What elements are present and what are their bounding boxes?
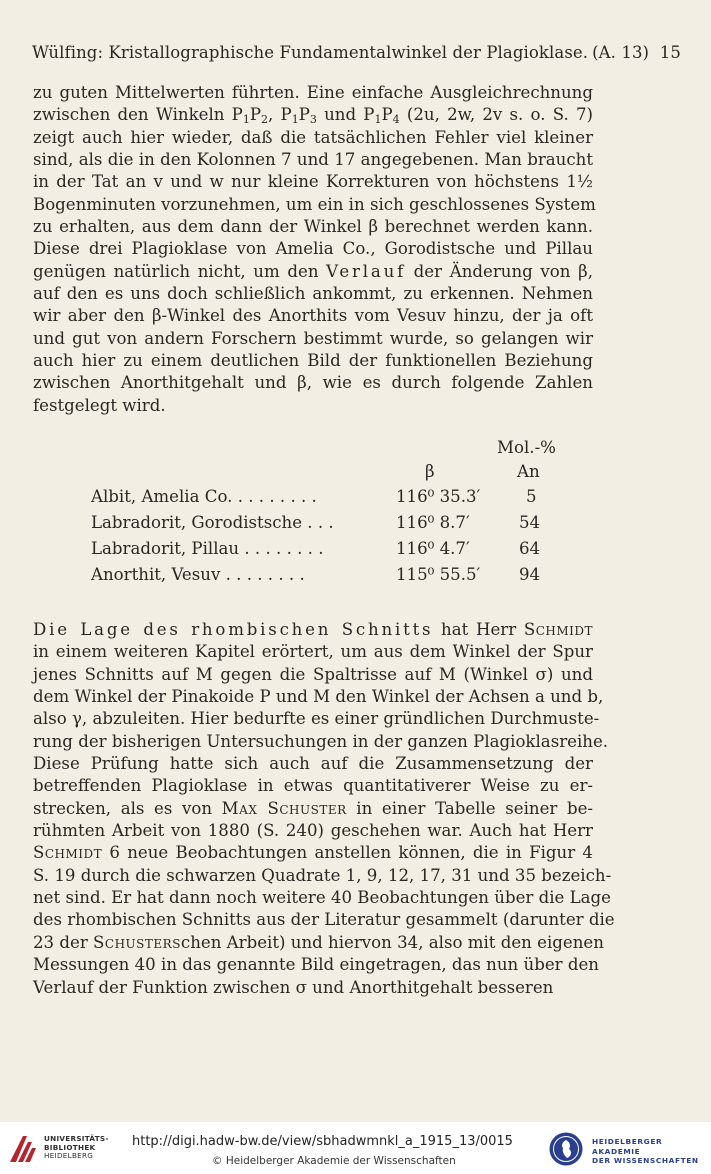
text-run: Verlauf der Funktion zwischen σ und Anorthitgehalt besseren xyxy=(33,977,554,997)
ub-line-3: HEIDELBERG xyxy=(44,1151,94,1161)
footer-bar xyxy=(0,1122,711,1174)
academy-seal-icon[interactable] xyxy=(548,1131,584,1167)
text-line xyxy=(33,798,593,820)
table-row-name: Labradorit, Pillau . . . . . . . . xyxy=(91,539,324,558)
text-line xyxy=(33,708,600,730)
table-header-an: An xyxy=(517,462,540,481)
table-row-an: 54 xyxy=(519,513,541,532)
table-row-an: 64 xyxy=(519,539,541,558)
text-run: auch hier zu einem deutlichen Bild der funktionellen Beziehung xyxy=(33,351,593,371)
table-row-beta: 116⁰ 4.7′ xyxy=(396,539,470,558)
text-run: dem Winkel der Pinakoide P und M den Winkel der Achsen a und b, xyxy=(33,687,604,707)
text-run: 6 neue Beobachtungen anstellen können, die in Figur 4 xyxy=(102,843,593,863)
subscript: 4 xyxy=(392,113,400,127)
text-run: genügen natürlich nicht, um den xyxy=(33,261,327,281)
subscript: 3 xyxy=(309,113,317,127)
text-run: 23 der xyxy=(33,932,94,952)
spaced-emphasis: Verlauf xyxy=(326,261,407,281)
table-row-name: Labradorit, Gorodistsche . . . xyxy=(91,513,334,532)
text-run: jenes Schnitts auf M gegen die Spaltrisse auf M (Winkel σ) und xyxy=(33,664,593,684)
text-line xyxy=(33,686,604,708)
text-run: der Änderung von β, xyxy=(406,261,593,281)
small-caps-name: Schusters xyxy=(93,932,181,952)
text-line xyxy=(33,977,593,999)
table-row-beta: 116⁰ 35.3′ xyxy=(396,487,481,506)
copyright-notice: © Heidelberger Akademie der Wissenschaften xyxy=(212,1155,456,1167)
text-line xyxy=(33,932,604,954)
ub-line-1: UNIVERSITÄTS- xyxy=(44,1134,109,1143)
table-row-an: 94 xyxy=(519,565,541,584)
university-library-name xyxy=(44,1135,109,1161)
text-run: Messungen 40 in das genannte Bild eingetragen, das nun über den xyxy=(33,955,599,975)
text-run: auf den es uns doch schließlich ankommt, zu erkennen. Nehmen xyxy=(33,284,593,304)
text-run: betreffenden Plagioklase in etwas quantitativerer Weise zu er- xyxy=(33,776,593,796)
subscript: 2 xyxy=(261,113,269,127)
table-header-beta: β xyxy=(425,462,435,481)
text-run: in einer Tabelle seiner be- xyxy=(346,798,593,818)
text-run: chen Arbeit) und hiervon 34, also mit den eigenen xyxy=(180,932,604,952)
text-run: zu erhalten, aus dem dann der Winkel β berechnet werden kann. xyxy=(33,217,593,237)
paragraph-2 xyxy=(33,619,615,999)
small-caps-name: Schmidt xyxy=(523,620,593,639)
text-line xyxy=(33,954,599,976)
permalink-url[interactable]: http://digi.hadw-bw.de/view/sbhadwmnkl_a_1915_13/0015 xyxy=(132,1134,513,1149)
academy-name xyxy=(592,1137,711,1166)
text-run: und P xyxy=(316,105,375,125)
text-line xyxy=(33,887,611,909)
table-row-an: 5 xyxy=(526,487,537,506)
ub-line-2: BIBLIOTHEK xyxy=(44,1142,96,1152)
text-run: des rhombischen Schnitts aus der Literatur gesammelt (darunter die xyxy=(33,910,615,930)
text-line xyxy=(33,909,615,931)
running-title: Wülfing: Kristallographische Fundamentalwinkel der Plagioklase. xyxy=(32,43,589,62)
text-run: P xyxy=(298,105,310,125)
text-run: , P xyxy=(268,105,292,125)
small-caps-name: Schmidt xyxy=(33,843,103,863)
text-run: festgelegt wird. xyxy=(33,395,166,415)
table-row-name: Anorthit, Vesuv . . . . . . . . xyxy=(91,565,305,584)
table-row-beta: 115⁰ 55.5′ xyxy=(396,565,481,584)
text-line xyxy=(33,641,593,663)
page-number: 15 xyxy=(659,43,681,62)
subscript: 1 xyxy=(374,113,382,127)
text-line xyxy=(33,619,593,641)
text-run: P xyxy=(381,105,393,125)
text-run: P xyxy=(249,105,262,125)
text-run: strecken, als es von xyxy=(33,798,222,818)
article-ref: (A. 13) xyxy=(592,43,650,62)
text-run: in einem weiteren Kapitel erörtert, um aus dem Winkel der Spur xyxy=(33,642,593,662)
text-line xyxy=(33,731,609,753)
text-line xyxy=(33,820,593,842)
text-run: rühmten Arbeit von 1880 (S. 240) geschehen war. Auch hat Herr xyxy=(33,821,593,841)
text-run: und gut von andern Forschern bestimmt wurde, so gelangen wir xyxy=(33,328,593,348)
spaced-emphasis: Die Lage des rhombischen Schnitts xyxy=(33,620,434,639)
text-run: zwischen den Winkeln P xyxy=(33,105,243,125)
table-header-mol: Mol.-% xyxy=(497,438,556,457)
text-line xyxy=(33,753,593,775)
university-library-logo-icon[interactable] xyxy=(6,1132,40,1166)
subscript: 1 xyxy=(242,113,250,127)
text-run: hat Herr xyxy=(433,620,524,639)
text-run: zwischen Anorthitgehalt und β, wie es durch folgende Zahlen xyxy=(33,373,593,393)
text-run: also γ, abzuleiten. Hier bedurfte es einer gründlichen Durchmuste- xyxy=(33,709,600,729)
text-run: (2u, 2w, 2v s. o. S. 7) xyxy=(399,105,594,125)
table-row-beta: 116⁰ 8.7′ xyxy=(396,513,470,532)
subscript: 1 xyxy=(291,113,299,127)
text-run: zu guten Mittelwerten führten. Eine einfache Ausgleichrechnung xyxy=(33,83,593,102)
text-line xyxy=(33,865,612,887)
text-run: in der Tat an v und w nur kleine Korrekturen von höchstens 1½ xyxy=(33,172,593,192)
text-run: Diese drei Plagioklase von Amelia Co., Gorodistsche und Pillau xyxy=(33,239,593,259)
text-line xyxy=(33,664,593,686)
text-run: S. 19 durch die schwarzen Quadrate 1, 9, 12, 17, 31 und 35 bezeich- xyxy=(33,865,612,885)
text-run: net sind. Er hat dann noch weitere 40 Beobachtungen über die Lage xyxy=(33,888,611,908)
text-run: Bogenminuten vorzunehmen, um ein in sich geschlossenes System xyxy=(33,194,596,214)
academy-line-2: DER WISSENSCHAFTEN xyxy=(592,1156,699,1165)
text-run: zeigt auch hier wieder, daß die tatsächlichen Fehler viel kleiner xyxy=(33,127,593,147)
text-run: wir aber den β-Winkel des Anorthits vom Vesuv hinzu, der ja oft xyxy=(33,306,593,326)
text-line xyxy=(33,775,593,797)
text-run: rung der bisherigen Untersuchungen in der ganzen Plagioklasreihe. xyxy=(33,731,609,751)
text-run: sind, als die in den Kolonnen 7 und 17 angegebenen. Man braucht xyxy=(33,150,593,170)
academy-line-1: HEIDELBERGER AKADEMIE xyxy=(592,1137,663,1156)
text-run: Diese Prüfung hatte sich auch auf die Zusammensetzung der xyxy=(33,754,593,774)
table-row-name: Albit, Amelia Co. . . . . . . . . xyxy=(91,487,317,506)
text-line xyxy=(33,842,593,864)
small-caps-name: Max Schuster xyxy=(221,798,347,818)
